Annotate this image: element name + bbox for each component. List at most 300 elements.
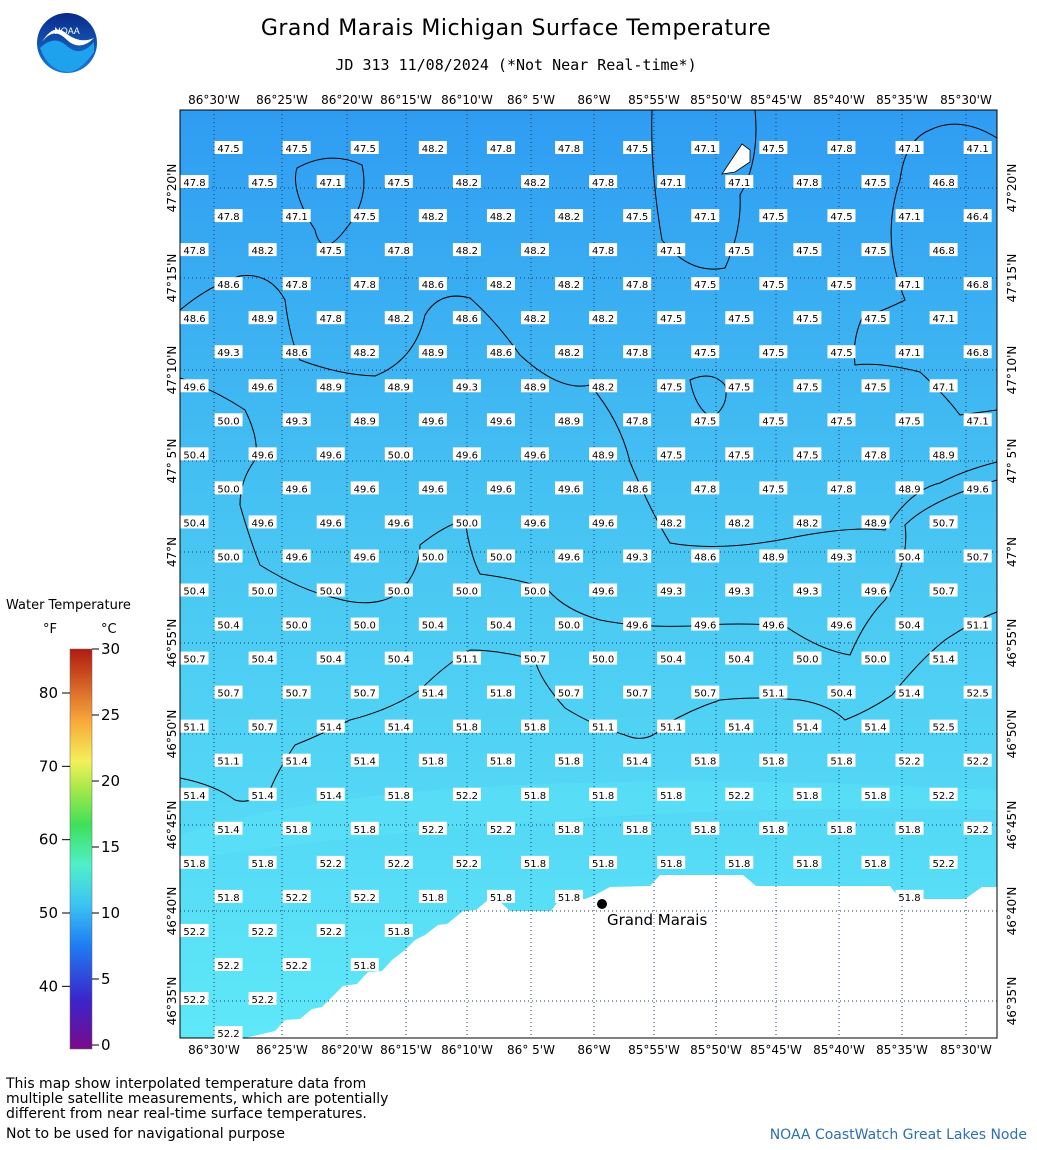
temperature-value: 51.8 [523, 790, 547, 802]
temperature-value: 47.8 [557, 144, 581, 155]
temperature-value: 49.6 [251, 450, 274, 462]
temperature-value: 48.9 [591, 450, 615, 462]
temperature-value: 48.6 [285, 348, 308, 360]
latitude-label: 47°15'N [1005, 253, 1019, 303]
temperature-value: 47.1 [728, 178, 751, 190]
temperature-label [385, 175, 413, 189]
temperature-label [725, 720, 753, 734]
temperature-value: 48.2 [591, 382, 615, 394]
temperature-label [521, 515, 549, 529]
temperature-label [215, 958, 243, 972]
temperature-value: 47.5 [626, 212, 649, 224]
temperature-value: 51.8 [898, 892, 921, 904]
temperature-label [862, 447, 890, 461]
temperature-value: 51.4 [421, 688, 444, 700]
temperature-value: 47.8 [796, 178, 819, 190]
temperature-label [249, 924, 277, 938]
temperature-label [964, 549, 992, 563]
temperature-value: 47.8 [387, 246, 410, 258]
temperature-label [487, 754, 515, 768]
temperature-label [691, 413, 719, 427]
temperature-label [862, 243, 890, 257]
temperature-label [283, 141, 311, 155]
temperature-value: 51.8 [251, 858, 274, 870]
temperature-value: 47.1 [898, 280, 921, 292]
temperature-value: 50.7 [285, 688, 308, 700]
temperature-value: 49.3 [626, 552, 649, 564]
longitude-label: 85°30'W [940, 93, 992, 107]
temperature-value: 47.5 [660, 382, 683, 394]
temperature-value: 51.4 [932, 654, 955, 666]
temperature-value: 51.8 [762, 824, 785, 836]
temperature-label [487, 822, 515, 836]
temperature-label [555, 345, 583, 359]
temperature-label [249, 856, 277, 870]
temperature-label [419, 618, 447, 632]
temperature-value: 46.4 [966, 212, 989, 224]
temperature-value: 49.6 [523, 518, 547, 530]
temperature-value: 52.2 [353, 892, 376, 904]
temperature-label [351, 413, 379, 427]
temperature-value: 47.5 [796, 382, 819, 394]
temperature-label [862, 788, 890, 802]
temperature-label [725, 652, 753, 666]
temperature-value: 50.0 [217, 484, 240, 496]
temperature-label [487, 413, 515, 427]
legend-c-label: 20 [101, 772, 121, 790]
temperature-value: 48.2 [455, 178, 479, 190]
temperature-label [657, 175, 685, 189]
temperature-label [623, 141, 651, 155]
temperature-label [215, 1026, 243, 1040]
temperature-label [521, 584, 549, 598]
temperature-value: 46.8 [932, 246, 955, 258]
footer-note-line: multiple satellite measurements, which are potentially [6, 1091, 389, 1107]
legend-c-label: 25 [101, 706, 121, 724]
temperature-value: 46.8 [966, 348, 989, 360]
temperature-label [351, 345, 379, 359]
temperature-value: 47.8 [830, 484, 853, 496]
temperature-value: 52.2 [251, 926, 274, 938]
temperature-label [657, 311, 685, 325]
temperature-label [249, 788, 277, 802]
temperature-label [964, 345, 992, 359]
latitude-label: 47° 5'N [1005, 438, 1019, 484]
temperature-value: 51.1 [660, 722, 683, 734]
temperature-label [283, 890, 311, 904]
temperature-label [283, 481, 311, 495]
temperature-label [725, 584, 753, 598]
temperature-label [657, 856, 685, 870]
temperature-label [385, 856, 413, 870]
temperature-value: 51.8 [864, 790, 887, 802]
temperature-value: 52.2 [251, 995, 274, 1006]
temperature-value: 47.8 [489, 144, 513, 155]
temperature-label [181, 243, 209, 257]
temperature-label [827, 754, 855, 768]
temperature-label [453, 175, 481, 189]
temperature-label [317, 243, 345, 257]
temperature-value: 51.8 [898, 824, 921, 836]
temperature-value: 50.7 [353, 688, 376, 700]
temperature-value: 49.6 [694, 620, 717, 632]
temperature-value: 47.5 [830, 348, 853, 360]
temperature-value: 47.1 [932, 314, 955, 326]
map-subtitle: JD 313 11/08/2024 (*Not Near Real-time*) [335, 56, 697, 74]
temperature-value: 52.2 [319, 926, 342, 938]
temperature-value: 52.5 [932, 722, 955, 734]
temperature-value: 49.3 [285, 416, 308, 428]
temperature-label [964, 481, 992, 495]
temperature-value: 50.4 [387, 654, 410, 666]
temperature-value: 50.0 [387, 450, 410, 462]
temperature-value: 49.6 [387, 518, 410, 530]
temperature-value: 50.4 [319, 654, 342, 666]
temperature-label [181, 584, 209, 598]
temperature-label [453, 788, 481, 802]
latitude-label: 47°10'N [1005, 345, 1019, 395]
temperature-value: 49.6 [285, 484, 308, 496]
temperature-label [896, 549, 924, 563]
temperature-label [215, 277, 243, 291]
temperature-value: 51.8 [626, 824, 649, 836]
temperature-value: 47.5 [353, 212, 376, 224]
temperature-value: 47.5 [796, 246, 819, 258]
temperature-label [589, 584, 617, 598]
temperature-value: 49.6 [183, 382, 206, 394]
latitude-label: 47°N [165, 536, 179, 568]
latitude-label: 47°20'N [1005, 163, 1019, 213]
temperature-label [215, 345, 243, 359]
temperature-label [283, 618, 311, 632]
temperature-label [419, 209, 447, 223]
legend-c-label: 15 [101, 838, 121, 856]
temperature-label [487, 209, 515, 223]
temperature-value: 49.3 [660, 586, 683, 598]
temperature-value: 51.8 [830, 756, 853, 768]
temperature-value: 51.4 [183, 790, 206, 802]
temperature-label [521, 788, 549, 802]
temperature-label [215, 754, 243, 768]
temperature-value: 47.8 [319, 314, 342, 326]
temperature-label [691, 549, 719, 563]
temperature-label [249, 992, 277, 1006]
temperature-label [589, 788, 617, 802]
temperature-label [964, 141, 992, 155]
temperature-value: 51.4 [728, 722, 751, 734]
temperature-value: 48.2 [421, 144, 444, 155]
temperature-label [930, 652, 958, 666]
temperature-label [759, 754, 787, 768]
legend-f-label: 70 [38, 757, 58, 776]
temperature-value: 52.2 [728, 790, 751, 802]
longitude-label: 86°10'W [441, 93, 493, 107]
temperature-label [725, 175, 753, 189]
temperature-value: 51.8 [387, 790, 410, 802]
temperature-label [589, 243, 617, 257]
temperature-label [419, 549, 447, 563]
temperature-value: 50.4 [421, 620, 444, 632]
temperature-value: 52.2 [319, 858, 342, 870]
temperature-value: 51.8 [285, 824, 308, 836]
legend-unit-f: °F [43, 622, 57, 637]
temperature-label [759, 481, 787, 495]
temperature-value: 46.8 [966, 280, 989, 292]
temperature-label [896, 754, 924, 768]
temperature-value: 47.8 [591, 246, 615, 258]
temperature-value: 47.1 [694, 144, 717, 155]
temperature-value: 49.6 [421, 484, 444, 496]
temperature-label [385, 379, 413, 393]
longitude-label: 85°35'W [876, 1043, 928, 1057]
latitude-label: 47°N [1005, 536, 1019, 568]
temperature-value: 51.8 [557, 892, 581, 904]
temperature-value: 47.5 [626, 144, 649, 155]
temperature-value: 49.6 [251, 518, 274, 530]
temperature-value: 47.5 [694, 348, 717, 360]
latitude-label: 46°55'N [165, 618, 179, 668]
temperature-value: 52.2 [455, 790, 479, 802]
temperature-value: 47.1 [694, 212, 717, 224]
temperature-label [862, 311, 890, 325]
temperature-label [385, 311, 413, 325]
temperature-label [317, 924, 345, 938]
temperature-value: 48.9 [523, 382, 547, 394]
temperature-value: 51.1 [455, 654, 479, 666]
temperature-label [759, 549, 787, 563]
temperature-value: 47.5 [251, 178, 274, 190]
temperature-label [351, 549, 379, 563]
temperature-label [419, 754, 447, 768]
latitude-label: 46°35'N [1005, 976, 1019, 1026]
temperature-value: 51.1 [183, 722, 206, 734]
temperature-value: 47.5 [762, 280, 785, 292]
temperature-label [964, 686, 992, 700]
temperature-value: 48.2 [728, 518, 751, 530]
temperature-value: 50.0 [591, 654, 615, 666]
temperature-label [896, 413, 924, 427]
temperature-value: 48.2 [523, 314, 547, 326]
temperature-label [589, 720, 617, 734]
temperature-value: 47.5 [728, 314, 751, 326]
temperature-value: 51.8 [217, 892, 240, 904]
temperature-value: 51.8 [660, 858, 683, 870]
temperature-value: 51.8 [421, 756, 444, 768]
temperature-value: 48.2 [796, 518, 819, 530]
temperature-label [181, 379, 209, 393]
temperature-label [249, 584, 277, 598]
temperature-value: 51.8 [762, 756, 785, 768]
temperature-label [521, 311, 549, 325]
temperature-value: 47.5 [762, 212, 785, 224]
temperature-value: 51.4 [626, 756, 649, 768]
temperature-value: 52.2 [966, 756, 989, 768]
temperature-label [385, 652, 413, 666]
temperature-value: 50.7 [932, 586, 955, 598]
temperature-value: 47.5 [864, 246, 887, 258]
temperature-value: 50.7 [523, 654, 547, 666]
temperature-value: 47.5 [830, 212, 853, 224]
temperature-value: 47.5 [728, 450, 751, 462]
temperature-label [487, 618, 515, 632]
temperature-label [827, 141, 855, 155]
temperature-label [453, 379, 481, 393]
temperature-value: 50.0 [796, 654, 819, 666]
temperature-label [283, 209, 311, 223]
temperature-label [930, 243, 958, 257]
temperature-value: 47.8 [285, 280, 308, 292]
latitude-label: 47°15'N [165, 253, 179, 303]
temperature-value: 49.6 [557, 552, 581, 564]
temperature-label [964, 822, 992, 836]
temperature-value: 52.5 [966, 688, 989, 700]
legend-color-bar [70, 649, 92, 1049]
temperature-value: 48.9 [762, 552, 785, 564]
temperature-value: 52.2 [285, 892, 308, 904]
temperature-label [589, 515, 617, 529]
temperature-label [896, 481, 924, 495]
temperature-label [827, 345, 855, 359]
temperature-value: 51.8 [796, 790, 819, 802]
temperature-label [351, 890, 379, 904]
temperature-value: 47.1 [319, 178, 342, 190]
temperature-label [657, 515, 685, 529]
temperature-label [419, 481, 447, 495]
legend-f-label: 50 [38, 904, 58, 922]
latitude-label: 47°20'N [165, 163, 179, 213]
temperature-label [521, 856, 549, 870]
temperature-value: 52.2 [285, 960, 308, 972]
temperature-label [283, 822, 311, 836]
temperature-label [896, 277, 924, 291]
temperature-label [283, 549, 311, 563]
temperature-label [964, 413, 992, 427]
temperature-label [555, 686, 583, 700]
temperature-value: 50.7 [694, 688, 717, 700]
longitude-labels-bottom [188, 1043, 992, 1057]
temperature-label [419, 413, 447, 427]
temperature-value: 50.4 [183, 450, 206, 462]
temperature-value: 49.3 [217, 348, 240, 360]
temperature-value: 52.2 [183, 926, 206, 938]
temperature-label [657, 720, 685, 734]
latitude-label: 46°45'N [165, 800, 179, 850]
temperature-label [283, 277, 311, 291]
temperature-label [589, 379, 617, 393]
longitude-labels-top [188, 93, 992, 107]
temperature-label [691, 277, 719, 291]
temperature-value: 49.6 [489, 416, 513, 428]
temperature-label [691, 686, 719, 700]
temperature-label [215, 890, 243, 904]
temperature-label [317, 515, 345, 529]
temperature-label [862, 856, 890, 870]
temperature-label [283, 413, 311, 427]
temperature-label [487, 141, 515, 155]
temperature-value: 50.0 [353, 620, 376, 632]
temperature-value: 47.8 [626, 280, 649, 292]
temperature-value: 47.5 [217, 144, 240, 155]
temperature-value: 48.2 [523, 178, 547, 190]
temperature-label [793, 243, 821, 257]
temperature-value: 48.6 [489, 348, 513, 360]
temperature-value: 47.5 [660, 450, 683, 462]
temperature-value: 52.2 [217, 1029, 240, 1041]
temperature-label [215, 141, 243, 155]
temperature-value: 47.8 [591, 178, 615, 190]
temperature-label [691, 345, 719, 359]
temperature-value: 49.6 [626, 620, 649, 632]
temperature-label [555, 277, 583, 291]
temperature-value: 50.0 [387, 586, 410, 598]
temperature-value: 51.8 [864, 858, 887, 870]
temperature-label [181, 447, 209, 461]
temperature-label [623, 481, 651, 495]
temperature-label [964, 277, 992, 291]
temperature-value: 50.0 [217, 552, 240, 564]
temperature-label [317, 447, 345, 461]
temperature-value: 47.8 [353, 280, 376, 292]
temperature-label [862, 720, 890, 734]
temperature-value: 48.2 [489, 280, 513, 292]
longitude-label: 85°40'W [813, 1043, 865, 1057]
temperature-value: 49.6 [557, 484, 581, 496]
temperature-value: 50.7 [183, 654, 206, 666]
temperature-label [896, 618, 924, 632]
temperature-label [964, 618, 992, 632]
temperature-label [317, 584, 345, 598]
temperature-value: 51.8 [183, 858, 206, 870]
temperature-label [930, 788, 958, 802]
temperature-label [555, 413, 583, 427]
temperature-label [555, 209, 583, 223]
temperature-value: 52.2 [421, 824, 444, 836]
temperature-label [453, 447, 481, 461]
temperature-label [930, 720, 958, 734]
temperature-value: 49.6 [285, 552, 308, 564]
temperature-value: 52.2 [455, 858, 479, 870]
temperature-value: 47.8 [864, 450, 887, 462]
temperature-value: 47.5 [660, 314, 683, 326]
temperature-value: 48.6 [455, 314, 479, 326]
temperature-value: 47.8 [830, 144, 853, 155]
temperature-value: 51.8 [523, 722, 547, 734]
temperature-value: 51.4 [898, 688, 921, 700]
temperature-value: 48.2 [591, 314, 615, 326]
temperature-value: 47.1 [285, 212, 308, 224]
temperature-value: 47.1 [898, 144, 921, 155]
temperature-label [521, 175, 549, 189]
temperature-label [181, 924, 209, 938]
temperature-label [215, 686, 243, 700]
temperature-value: 52.2 [898, 756, 921, 768]
temperature-label [419, 686, 447, 700]
longitude-label: 85°50'W [690, 1043, 742, 1057]
temperature-value: 50.0 [319, 586, 342, 598]
temperature-value: 51.8 [591, 858, 615, 870]
temperature-label [691, 209, 719, 223]
temperature-label [793, 311, 821, 325]
place-label: Grand Marais [607, 911, 708, 929]
temperature-value: 51.8 [387, 926, 410, 938]
temperature-label [351, 822, 379, 836]
temperature-label [623, 345, 651, 359]
temperature-label [249, 175, 277, 189]
temperature-label [419, 345, 447, 359]
temperature-value: 52.2 [932, 858, 955, 870]
temperature-value: 50.4 [183, 586, 206, 598]
temperature-value: 48.9 [387, 382, 410, 394]
